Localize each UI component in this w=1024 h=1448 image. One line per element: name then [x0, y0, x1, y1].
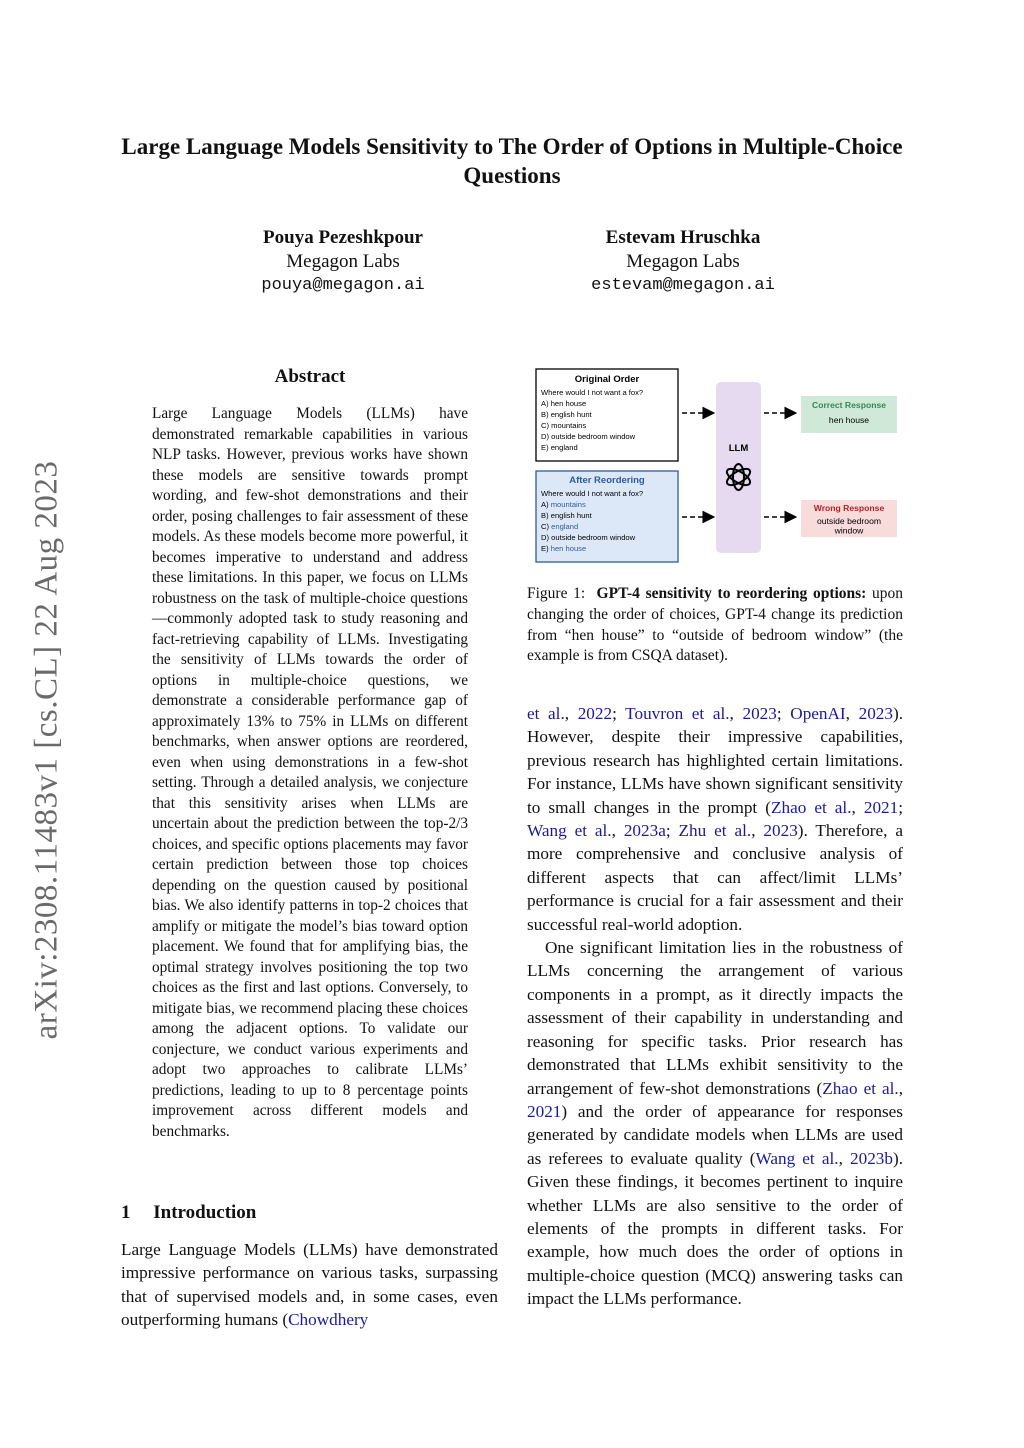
- author-2: [543, 226, 823, 298]
- citation-link[interactable]: et al.: [527, 704, 565, 723]
- citation-link[interactable]: 2023: [858, 704, 893, 723]
- reordered-option: C) england: [541, 522, 579, 531]
- caption-prefix: Figure 1:: [527, 585, 586, 602]
- text-run: ,: [838, 1148, 851, 1168]
- original-option: D) outside bedroom window: [541, 432, 636, 441]
- author-name: Pouya Pezeshkpour: [263, 227, 423, 248]
- text-run: ;: [898, 797, 903, 817]
- text-run: ). However, despite their impressive capabilities, previous research has highlighted certain limitations. For instance, LLMs have shown significant sensitivity to small changes in the prompt (: [527, 704, 903, 817]
- correct-response-title: Correct Response: [811, 400, 887, 410]
- figure-1: [530, 364, 905, 564]
- original-option: A) hen house: [541, 399, 587, 408]
- arxiv-sidebar: [22, 440, 72, 1060]
- original-order-title: Original Order: [574, 374, 640, 385]
- section-number: 1: [121, 1202, 131, 1223]
- llm-label: LLM: [728, 443, 749, 454]
- original-option: C) mountains: [541, 421, 587, 430]
- paragraph: [527, 936, 903, 1311]
- section-heading-introduction: [121, 1202, 256, 1224]
- citation-link[interactable]: Zhao et al.: [770, 797, 852, 817]
- original-option: B) english hunt: [541, 410, 592, 419]
- citation-link[interactable]: 2021: [863, 797, 899, 817]
- correct-response-answer: hen house: [828, 415, 870, 425]
- text-run: ,: [751, 821, 764, 841]
- reordered-option: A) mountains: [541, 500, 586, 509]
- text-run: ,: [611, 821, 624, 841]
- text-run: ;: [776, 704, 791, 723]
- citation-link[interactable]: 2023: [742, 704, 777, 723]
- right-column-text: [527, 702, 903, 1311]
- paper-title: Large Language Models Sensitivity to The Order of Options in Multiple-Choice Questions: [121, 134, 903, 188]
- text-run: ,: [851, 797, 864, 817]
- figure-caption: [527, 584, 903, 667]
- text-run: ). Therefore, a more comprehensive and conclusive analysis of different aspects that can affect/limit LLMs’ performance is crucial for a fair assessment and their successful real-world adoption.: [527, 821, 903, 934]
- arxiv-id: arXiv:2308.11483v1 [cs.CL] 22 Aug 2023: [28, 460, 65, 1040]
- citation-link[interactable]: Wang et al.: [755, 1148, 839, 1168]
- citation-link[interactable]: 2023a: [623, 821, 666, 841]
- caption-text: upon changing the order of choices, GPT-4 change its prediction from “hen house” to “outside of bedroom window” (the example is from CSQA dataset).: [527, 585, 904, 665]
- author-email[interactable]: pouya@megagon.ai: [261, 276, 425, 295]
- citation-link[interactable]: Zhao et al.: [822, 1078, 899, 1098]
- figure-diagram: [530, 364, 905, 564]
- citation-link[interactable]: 2023: [763, 821, 798, 841]
- text-run: ,: [845, 704, 859, 723]
- abstract-heading: Abstract: [274, 366, 346, 387]
- llm-box: [716, 382, 761, 553]
- author-name: Estevam Hruschka: [605, 227, 761, 248]
- original-option: E) england: [541, 443, 578, 452]
- text-run: ;: [665, 821, 679, 841]
- citation-link[interactable]: OpenAI: [790, 704, 846, 723]
- reordered-title: After Reordering: [569, 475, 645, 486]
- abstract-text: Large Language Models (LLMs) have demonstrated remarkable capabilities in various NLP tasks. However, previous works have shown these models are sensitive towards prompt wording, and few-shot demonstrations and their order, posing challenges to fair assessment of these models. As these models become more powerful, it becomes imperative to understand and address these limitations. In this paper, we focus on LLMs robustness on the task of multiple-choice questions—commonly adopted task to study reasoning and fact-retrieving capability of LLMs. Investigating the sensitivity of LLMs towards the order of options in multiple-choice questions, we demonstrate a considerable performance gap of approximately 13% to 75% in LLMs on different benchmarks, when answer options are reordered, even when using demonstrations in a few-shot setting. Through a detailed analysis, we conjecture that this sensitivity arises when LLMs are uncertain about the prediction between the top-2/3 choices, and specific options placements may favor certain prediction between those top choices depending on the question caused by positional bias. We also identify patterns in top-2 choices that amplify or mitigate the model’s bias toward option placement. We found that for amplifying bias, the optimal strategy involves positioning the top two choices as the first and last options. Conversely, to mitigate bias, we recommend placing these choices among the adjacent options. To validate our conjecture, we conduct various experiments and adopt two approaches to calibrate LLMs’ predictions, leading to up to 8 percentage points improvement across different models and benchmarks.: [152, 405, 468, 1140]
- citation-link[interactable]: 2022: [577, 704, 613, 723]
- original-question: Where would I not want a fox?: [541, 388, 644, 397]
- intro-text: Large Language Models (LLMs) have demonstrated impressive performance on various tasks, surpassing that of supervised models and, in some cases, even outperforming humans (: [121, 1240, 498, 1330]
- author-email[interactable]: estevam@megagon.ai: [591, 276, 775, 295]
- text-run: ) and the order of appearance for responses generated by candidate models when LLMs are used as referees to evaluate quality (: [527, 1101, 903, 1168]
- citation-link[interactable]: Touvron et al.: [625, 704, 730, 723]
- wrong-response-title: Wrong Response: [813, 503, 885, 513]
- wrong-response-answer: window: [834, 525, 864, 536]
- reordered-option: D) outside bedroom window: [541, 533, 636, 542]
- paragraph: [527, 702, 903, 936]
- caption-bold: GPT-4 sensitivity to reordering options:: [596, 585, 867, 602]
- text-run: ;: [612, 704, 626, 723]
- author-affiliation: Megagon Labs: [286, 251, 400, 272]
- citation-link[interactable]: 2021: [527, 1101, 562, 1121]
- author-affiliation: Megagon Labs: [626, 251, 740, 272]
- section-title: Introduction: [153, 1202, 257, 1223]
- text-run: ,: [729, 704, 743, 723]
- introduction-paragraph: [121, 1238, 498, 1332]
- citation-link[interactable]: 2023b: [850, 1148, 893, 1168]
- reordered-question: Where would I not want a fox?: [541, 489, 644, 498]
- reordered-option: E) hen house: [541, 544, 587, 553]
- citation-link[interactable]: Wang et al.: [527, 821, 612, 841]
- text-run: ). Given these findings, it becomes pertinent to inquire whether LLMs are also sensitive to the order of elements of the prompts in different tasks. For example, how much does the order of options in multiple-choice question (MCQ) answering tasks can impact the LLMs performance.: [527, 1148, 904, 1309]
- citation-link[interactable]: Chowdhery: [288, 1310, 369, 1330]
- author-1: [203, 226, 483, 298]
- wrong-response-answer: outside bedroom: [816, 516, 882, 526]
- text-run: ,: [898, 1078, 903, 1098]
- text-run: ,: [564, 704, 578, 723]
- reordered-option: B) english hunt: [541, 511, 592, 520]
- citation-link[interactable]: Zhu et al.: [678, 821, 752, 841]
- text-run: One significant limitation lies in the robustness of LLMs concerning the arrangement of various components in a prompt, as it directly impacts the assessment of their capability in understanding and reasoning for specific tasks. Prior research has demonstrated that LLMs exhibit sensitivity to the arrangement of few-shot demonstrations (: [527, 938, 903, 1098]
